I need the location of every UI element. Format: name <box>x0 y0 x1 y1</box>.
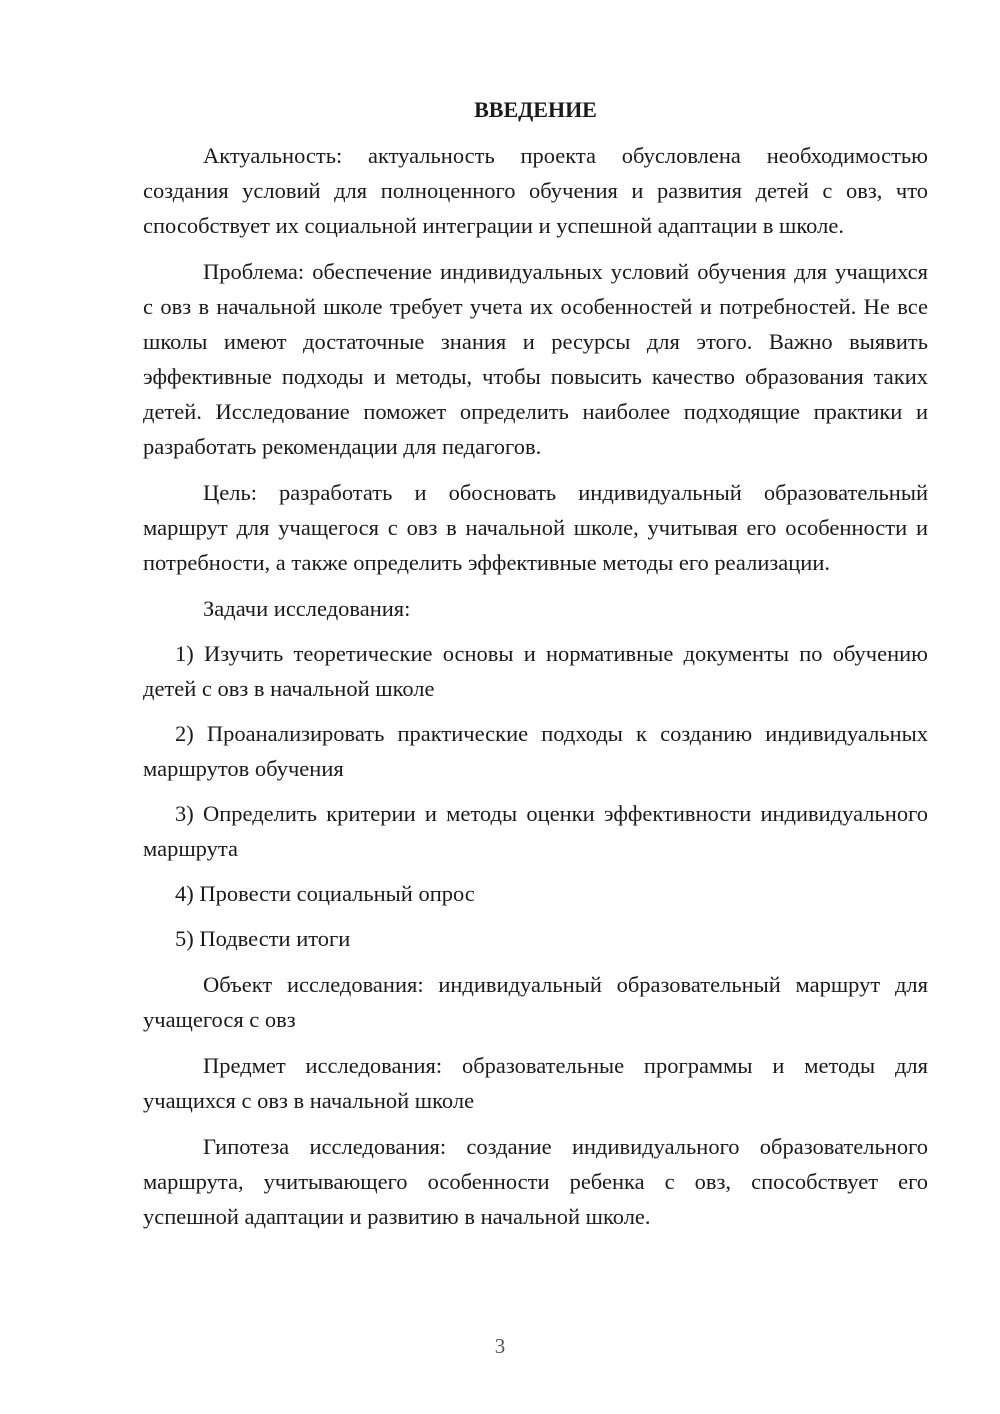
task-item-1: 1) Изучить теоретические основы и нормативные документы по обучению детей с овз в начальной школе <box>143 641 928 701</box>
paragraph-problem: Проблема: обеспечение индивидуальных условий обучения для учащихся с овз в начальной школе требует учета их особенностей и потребностей. Не все школы имеют достаточные знания и ресурсы для этого. Важно выявить эффективные подходы и методы, чтобы повысить качество образования таких детей. Исследование поможет определить наиболее подходящие практики и разработать рекомендации для педагогов. <box>143 259 928 459</box>
task-item-5: 5) Подвести итоги <box>175 926 351 951</box>
page-number: 3 <box>494 1334 506 1358</box>
paragraph-relevance: Актуальность: актуальность проекта обусловлена необходимостью создания условий для полноценного обучения и развития детей с овз, что способствует их социальной интеграции и успешной адаптации в школе. <box>143 143 928 238</box>
paragraph-tasks-heading: Задачи исследования: <box>203 596 411 621</box>
paragraph-subject: Предмет исследования: образовательные программы и методы для учащихся с овз в начальной школе <box>143 1053 928 1113</box>
paragraph-goal: Цель: разработать и обосновать индивидуальный образовательный маршрут для учащегося с овз в начальной школе, учитывая его особенности и потребности, а также определить эффективные методы его реализации. <box>143 480 928 575</box>
page-title: ВВЕДЕНИЕ <box>474 97 597 122</box>
document-page <box>143 92 928 1234</box>
task-item-3: 3) Определить критерии и методы оценки эффективности индивидуального маршрута <box>143 801 928 861</box>
paragraph-hypothesis: Гипотеза исследования: создание индивидуального образовательного маршрута, учитывающего особенности ребенка с овз, способствует его успешной адаптации и развитию в начальной школе. <box>143 1134 928 1229</box>
paragraph-object: Объект исследования: индивидуальный образовательный маршрут для учащегося с овз <box>143 972 928 1032</box>
task-item-2: 2) Проанализировать практические подходы к созданию индивидуальных маршрутов обучения <box>143 721 928 781</box>
task-item-4: 4) Провести социальный опрос <box>175 881 475 906</box>
